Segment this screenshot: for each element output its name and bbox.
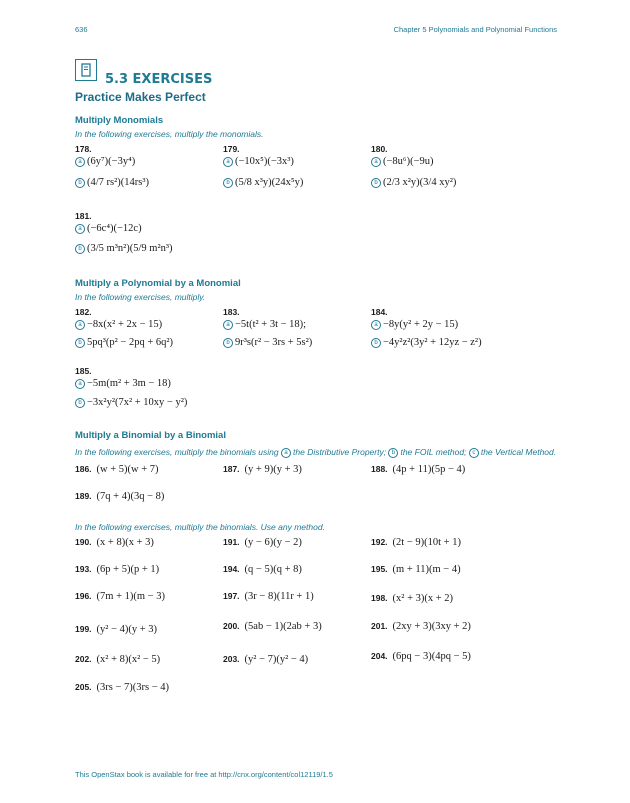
exercise-item	[75, 682, 169, 693]
exercise-number: 188.	[371, 464, 388, 474]
exercise-number: 185.	[75, 366, 92, 376]
exercise-expression: (x² + 8)(x² − 5)	[96, 654, 161, 665]
exercise-expression: (6p + 5)(p + 1)	[96, 564, 160, 575]
exercise-number: 178.	[75, 144, 92, 154]
exercise-expression: (q − 5)(q + 8)	[244, 564, 302, 575]
exercise-expression: (4p + 11)(5p − 4)	[392, 464, 466, 475]
exercise-item	[371, 537, 461, 548]
exercise-expression: (2xy + 3)(3xy + 2)	[392, 621, 471, 632]
exercise-expression: 5pq³(p² − 2pq + 6q²)	[87, 337, 174, 348]
exercise-number: 205.	[75, 682, 92, 692]
page-number: 636	[75, 25, 88, 34]
exercise-expression: (7q + 4)(3q − 8)	[96, 491, 165, 502]
notebook-icon	[75, 59, 97, 81]
exercise-part-b	[75, 177, 149, 188]
heading-binomial-binomial: Multiply a Binomial by a Binomial	[75, 430, 226, 441]
exercise-number: 196.	[75, 591, 92, 601]
circle-a-icon: a	[371, 320, 381, 330]
exercise-number: 181.	[75, 211, 92, 221]
exercise-expression: (6y⁷)(−3y⁴)	[87, 156, 136, 167]
exercise-item	[223, 654, 308, 665]
exercise-expression: (2t − 9)(10t + 1)	[392, 537, 461, 548]
exercise-item	[75, 591, 165, 602]
instruction-any-method: In the following exercises, multiply the binomials. Use any method.	[75, 522, 325, 532]
exercise-number: 204.	[371, 651, 388, 661]
circle-a-icon: a	[223, 320, 233, 330]
exercise-part-b	[223, 337, 312, 348]
exercise-item	[75, 537, 154, 548]
exercise-expression: 9r³s(r² − 3rs + 5s²)	[235, 337, 313, 348]
circle-b-icon: b	[223, 338, 233, 348]
exercise-item	[371, 621, 471, 632]
circle-a-icon: a	[75, 224, 85, 234]
exercise-number: 201.	[371, 621, 388, 631]
exercise-number: 179.	[223, 144, 240, 154]
exercise-part-b	[75, 337, 173, 348]
circle-b-icon: b	[75, 398, 85, 408]
exercise-expression: (3r − 8)(11r + 1)	[244, 591, 314, 602]
exercise-expression: (y − 6)(y − 2)	[244, 537, 302, 548]
exercise-item	[75, 464, 159, 475]
exercise-part-b	[371, 177, 456, 188]
circle-a-icon: a	[371, 157, 381, 167]
section-title: 5.3 EXERCISES	[105, 72, 213, 87]
exercise-expression: (x + 8)(x + 3)	[96, 537, 154, 548]
exercise-item	[75, 491, 164, 502]
exercise-part-b	[223, 177, 303, 188]
exercise-expression: (7m + 1)(m − 3)	[96, 591, 165, 602]
exercise-expression: (−8u⁶)(−9u)	[383, 156, 434, 167]
exercise-number: 194.	[223, 564, 240, 574]
exercise-expression: (y + 9)(y + 3)	[244, 464, 302, 475]
exercise-item	[223, 537, 302, 548]
exercise-part-a	[75, 156, 135, 167]
exercise-part-b	[371, 337, 482, 348]
exercise-part-a	[75, 223, 142, 234]
chapter-title: Chapter 5 Polynomials and Polynomial Functions	[393, 25, 557, 34]
exercise-expression: (4/7 rs²)(14rs³)	[87, 177, 149, 188]
exercise-number: 197.	[223, 591, 240, 601]
exercise-item	[371, 564, 461, 575]
exercise-item	[371, 593, 453, 604]
footer-text: This OpenStax book is available for free at http://cnx.org/content/col12119/1.5	[75, 770, 333, 779]
instruction-text: the Distributive Property;	[293, 447, 387, 457]
exercise-expression: (−6c⁴)(−12c)	[87, 223, 142, 234]
exercise-part-b	[75, 243, 173, 254]
exercise-number: 187.	[223, 464, 240, 474]
section-subtitle: Practice Makes Perfect	[75, 90, 206, 104]
exercise-expression: −8y(y² + 2y − 15)	[383, 319, 459, 330]
exercise-part-a	[75, 319, 162, 330]
exercise-expression: −5t(t² + 3t − 18);	[235, 319, 307, 330]
exercise-expression: −3x²y²(7x² + 10xy − y²)	[87, 397, 188, 408]
exercise-number: 193.	[75, 564, 92, 574]
exercise-item	[371, 464, 465, 475]
circle-b-icon: b	[223, 178, 233, 188]
exercise-part-a	[75, 378, 171, 389]
exercise-item	[75, 624, 157, 635]
exercise-number: 200.	[223, 621, 240, 631]
exercise-part-b	[75, 397, 187, 408]
exercise-expression: (m + 11)(m − 4)	[392, 564, 461, 575]
circle-b-icon: b	[75, 244, 85, 254]
exercise-number: 189.	[75, 491, 92, 501]
exercise-item	[223, 591, 314, 602]
exercise-number: 191.	[223, 537, 240, 547]
instruction-text: In the following exercises, multiply the binomials using	[75, 447, 279, 457]
exercise-number: 182.	[75, 307, 92, 317]
exercise-expression: −8x(x² + 2x − 15)	[87, 319, 163, 330]
circle-a-icon: a	[75, 320, 85, 330]
instruction-binomials-methods	[75, 447, 556, 458]
circle-b-icon: b	[75, 338, 85, 348]
exercise-number: 198.	[371, 593, 388, 603]
exercise-expression: −4y²z²(3y² + 12yz − z²)	[383, 337, 482, 348]
exercise-expression: (3/5 m³n²)(5/9 m²n³)	[87, 243, 173, 254]
exercise-number: 199.	[75, 624, 92, 634]
exercise-number: 195.	[371, 564, 388, 574]
exercise-expression: (2/3 x²y)(3/4 xy²)	[383, 177, 457, 188]
circle-a-icon: a	[75, 157, 85, 167]
circle-b-icon: b	[388, 448, 398, 458]
exercise-expression: (w + 5)(w + 7)	[96, 464, 159, 475]
exercise-part-a	[371, 319, 458, 330]
exercise-item	[371, 651, 471, 662]
heading-polynomial-monomial: Multiply a Polynomial by a Monomial	[75, 278, 241, 289]
instruction-text: the FOIL method;	[400, 447, 467, 457]
exercise-expression: (6pq − 3)(4pq − 5)	[392, 651, 471, 662]
exercise-expression: (3rs − 7)(3rs − 4)	[96, 682, 170, 693]
circle-c-icon: c	[469, 448, 479, 458]
exercise-part-a	[371, 156, 434, 167]
exercise-expression: (y² − 7)(y² − 4)	[244, 654, 309, 665]
circle-a-icon: a	[281, 448, 291, 458]
instruction-multiply: In the following exercises, multiply.	[75, 292, 206, 302]
exercise-number: 180.	[371, 144, 388, 154]
circle-b-icon: b	[75, 178, 85, 188]
circle-a-icon: a	[75, 379, 85, 389]
exercise-number: 202.	[75, 654, 92, 664]
heading-multiply-monomials: Multiply Monomials	[75, 115, 164, 126]
exercise-expression: (x² + 3)(x + 2)	[392, 593, 454, 604]
exercise-number: 192.	[371, 537, 388, 547]
exercise-item	[223, 564, 302, 575]
exercise-item	[75, 654, 160, 665]
exercise-item	[75, 564, 159, 575]
exercise-item	[223, 621, 322, 632]
exercise-expression: (−10x⁵)(−3x³)	[235, 156, 294, 167]
exercise-expression: −5m(m² + 3m − 18)	[87, 378, 171, 389]
exercise-number: 190.	[75, 537, 92, 547]
exercise-expression: (5/8 x³y)(24x⁵y)	[235, 177, 304, 188]
instruction-text: the Vertical Method.	[480, 447, 557, 457]
circle-a-icon: a	[223, 157, 233, 167]
exercise-part-a	[223, 156, 294, 167]
exercise-item	[223, 464, 302, 475]
instruction-monomials: In the following exercises, multiply the monomials.	[75, 129, 264, 139]
circle-b-icon: b	[371, 178, 381, 188]
exercise-number: 186.	[75, 464, 92, 474]
exercise-number: 184.	[371, 307, 388, 317]
circle-b-icon: b	[371, 338, 381, 348]
exercise-expression: (5ab − 1)(2ab + 3)	[244, 621, 322, 632]
exercise-part-a	[223, 319, 306, 330]
exercise-number: 203.	[223, 654, 240, 664]
exercise-number: 183.	[223, 307, 240, 317]
exercise-expression: (y² − 4)(y + 3)	[96, 624, 158, 635]
